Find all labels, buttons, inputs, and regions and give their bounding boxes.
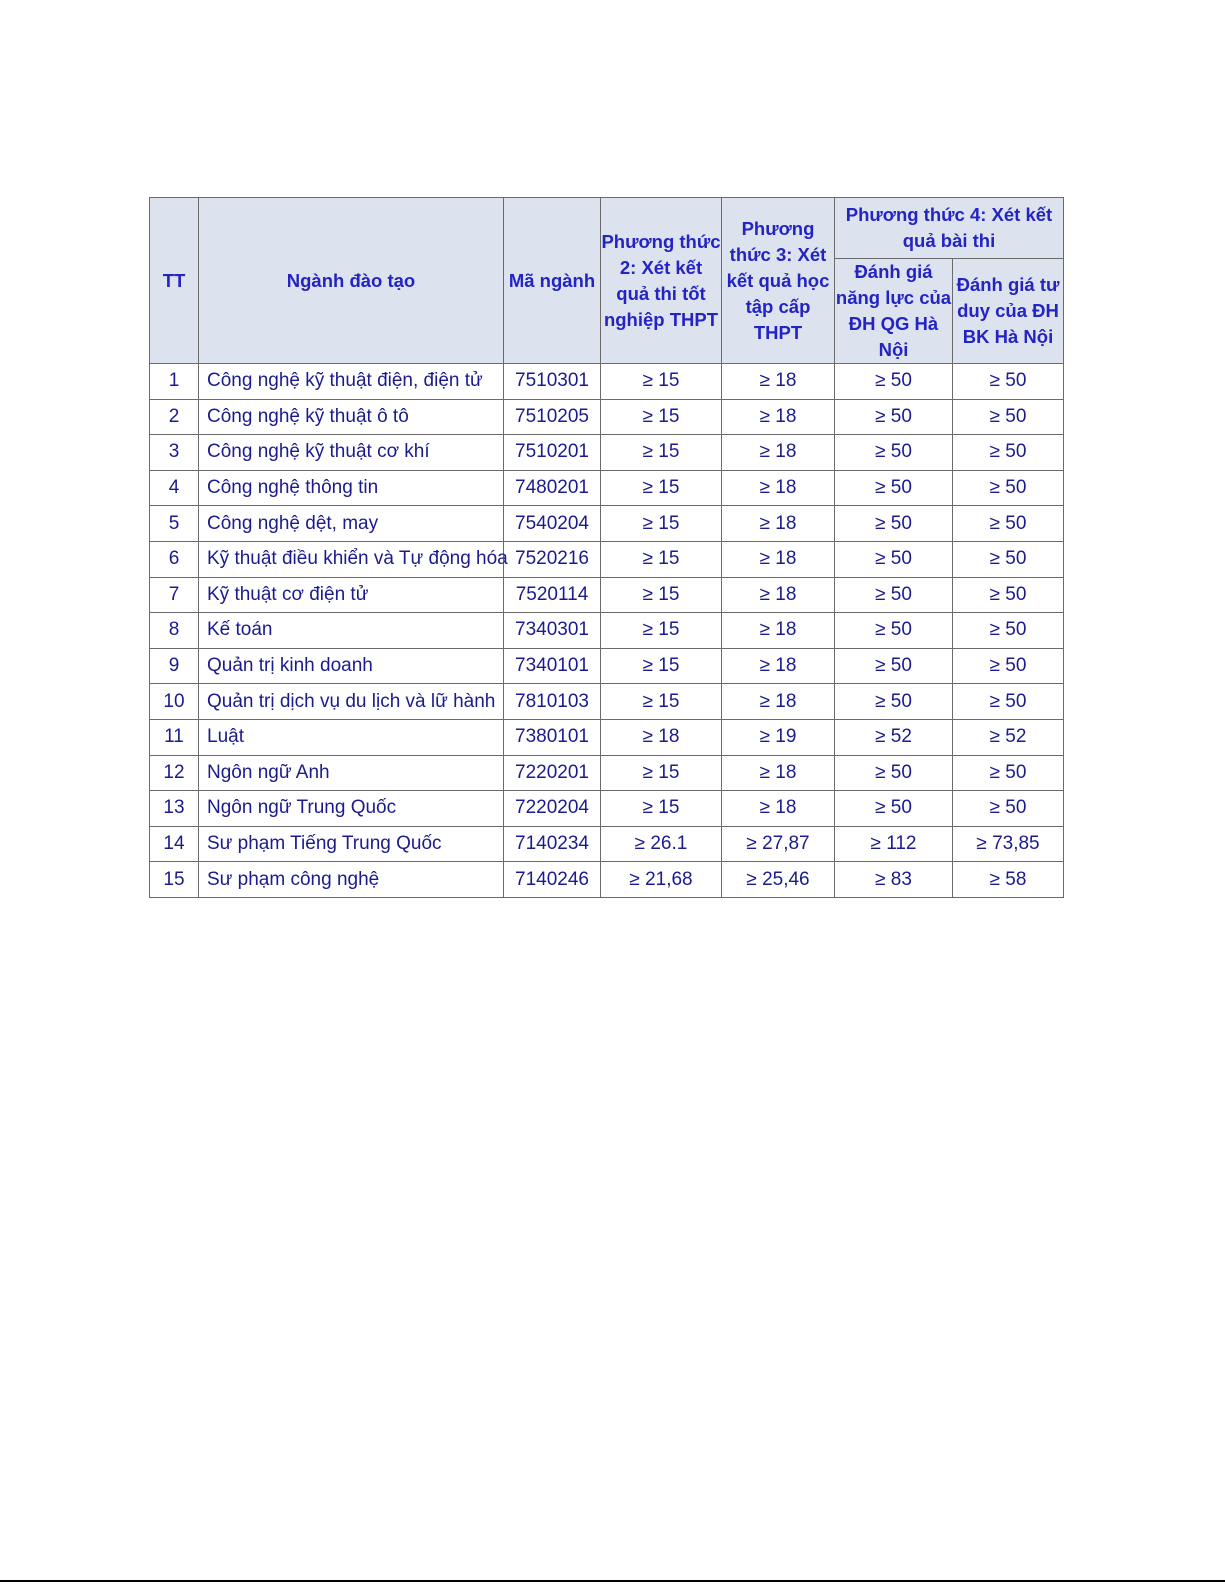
cell-phuong-thuc-2: ≥ 15: [601, 541, 722, 577]
header-danh-gia-nang-luc: Đánh giá năng lực của ĐH QG Hà Nội: [835, 259, 953, 364]
cell-phuong-thuc-2: ≥ 26.1: [601, 826, 722, 862]
cell-danh-gia-tu-duy: ≥ 73,85: [953, 826, 1064, 862]
cell-phuong-thuc-3: ≥ 18: [722, 755, 835, 791]
cell-phuong-thuc-3: ≥ 27,87: [722, 826, 835, 862]
cell-phuong-thuc-2: ≥ 15: [601, 613, 722, 649]
cell-nganh: Công nghệ thông tin: [199, 470, 504, 506]
cell-danh-gia-nang-luc: ≥ 50: [835, 435, 953, 471]
header-phuong-thuc-3: Phương thức 3: Xét kết quả học tập cấp THPT: [722, 198, 835, 364]
table-row: [150, 826, 1064, 862]
cell-ma-nganh: 7520216: [504, 541, 601, 577]
table-row: [150, 364, 1064, 400]
cell-phuong-thuc-3: ≥ 19: [722, 719, 835, 755]
cell-ma-nganh: 7140246: [504, 862, 601, 898]
cell-ma-nganh: 7340301: [504, 613, 601, 649]
cell-phuong-thuc-3: ≥ 25,46: [722, 862, 835, 898]
page-bottom-rule: [0, 1580, 1225, 1582]
cell-danh-gia-tu-duy: ≥ 50: [953, 791, 1064, 827]
cell-danh-gia-tu-duy: ≥ 52: [953, 719, 1064, 755]
cell-tt: 3: [150, 435, 199, 471]
cell-danh-gia-nang-luc: ≥ 50: [835, 791, 953, 827]
cell-phuong-thuc-2: ≥ 21,68: [601, 862, 722, 898]
cell-phuong-thuc-3: ≥ 18: [722, 506, 835, 542]
cell-nganh: Sư phạm công nghệ: [199, 862, 504, 898]
table-row: [150, 399, 1064, 435]
cell-nganh: Ngôn ngữ Trung Quốc: [199, 791, 504, 827]
cell-phuong-thuc-2: ≥ 15: [601, 648, 722, 684]
cell-ma-nganh: 7810103: [504, 684, 601, 720]
cell-phuong-thuc-3: ≥ 18: [722, 399, 835, 435]
cell-nganh: Công nghệ dệt, may: [199, 506, 504, 542]
header-nganh: Ngành đào tạo: [199, 198, 504, 364]
cell-danh-gia-nang-luc: ≥ 50: [835, 648, 953, 684]
table-row: [150, 435, 1064, 471]
table-header: [150, 198, 1064, 364]
cell-danh-gia-nang-luc: ≥ 50: [835, 470, 953, 506]
cell-danh-gia-nang-luc: ≥ 50: [835, 755, 953, 791]
cell-tt: 12: [150, 755, 199, 791]
cell-ma-nganh: 7340101: [504, 648, 601, 684]
cell-tt: 9: [150, 648, 199, 684]
cell-danh-gia-tu-duy: ≥ 50: [953, 613, 1064, 649]
cell-phuong-thuc-2: ≥ 15: [601, 470, 722, 506]
cell-ma-nganh: 7510205: [504, 399, 601, 435]
cell-danh-gia-tu-duy: ≥ 50: [953, 399, 1064, 435]
cell-danh-gia-tu-duy: ≥ 50: [953, 684, 1064, 720]
cell-danh-gia-tu-duy: ≥ 50: [953, 541, 1064, 577]
cell-phuong-thuc-2: ≥ 15: [601, 364, 722, 400]
cell-phuong-thuc-2: ≥ 18: [601, 719, 722, 755]
cell-ma-nganh: 7540204: [504, 506, 601, 542]
cell-nganh: Công nghệ kỹ thuật cơ khí: [199, 435, 504, 471]
admission-score-table: [149, 197, 1064, 898]
cell-danh-gia-nang-luc: ≥ 112: [835, 826, 953, 862]
cell-phuong-thuc-2: ≥ 15: [601, 755, 722, 791]
header-ma-nganh: Mã ngành: [504, 198, 601, 364]
cell-phuong-thuc-3: ≥ 18: [722, 435, 835, 471]
cell-danh-gia-nang-luc: ≥ 50: [835, 506, 953, 542]
cell-nganh: Kỹ thuật điều khiển và Tự động hóa: [199, 541, 504, 577]
cell-ma-nganh: 7220201: [504, 755, 601, 791]
cell-ma-nganh: 7520114: [504, 577, 601, 613]
cell-danh-gia-tu-duy: ≥ 58: [953, 862, 1064, 898]
header-tt: TT: [150, 198, 199, 364]
cell-danh-gia-nang-luc: ≥ 52: [835, 719, 953, 755]
cell-phuong-thuc-3: ≥ 18: [722, 613, 835, 649]
cell-nganh: Sư phạm Tiếng Trung Quốc: [199, 826, 504, 862]
cell-nganh: Kỹ thuật cơ điện tử: [199, 577, 504, 613]
cell-danh-gia-tu-duy: ≥ 50: [953, 648, 1064, 684]
cell-phuong-thuc-2: ≥ 15: [601, 435, 722, 471]
cell-nganh: Công nghệ kỹ thuật điện, điện tử: [199, 364, 504, 400]
cell-phuong-thuc-2: ≥ 15: [601, 577, 722, 613]
table-row: [150, 684, 1064, 720]
cell-tt: 2: [150, 399, 199, 435]
table-row: [150, 648, 1064, 684]
cell-tt: 8: [150, 613, 199, 649]
cell-ma-nganh: 7480201: [504, 470, 601, 506]
table-row: [150, 862, 1064, 898]
table-row: [150, 577, 1064, 613]
cell-ma-nganh: 7220204: [504, 791, 601, 827]
table-row: [150, 791, 1064, 827]
cell-danh-gia-nang-luc: ≥ 50: [835, 399, 953, 435]
table-row: [150, 506, 1064, 542]
cell-tt: 15: [150, 862, 199, 898]
cell-phuong-thuc-2: ≥ 15: [601, 506, 722, 542]
cell-nganh: Luật: [199, 719, 504, 755]
cell-tt: 14: [150, 826, 199, 862]
cell-nganh: Quản trị kinh doanh: [199, 648, 504, 684]
table-row: [150, 613, 1064, 649]
cell-phuong-thuc-3: ≥ 18: [722, 470, 835, 506]
cell-nganh: Kế toán: [199, 613, 504, 649]
table-row: [150, 541, 1064, 577]
cell-danh-gia-tu-duy: ≥ 50: [953, 364, 1064, 400]
cell-ma-nganh: 7510201: [504, 435, 601, 471]
cell-phuong-thuc-3: ≥ 18: [722, 791, 835, 827]
cell-tt: 6: [150, 541, 199, 577]
cell-ma-nganh: 7510301: [504, 364, 601, 400]
cell-phuong-thuc-3: ≥ 18: [722, 541, 835, 577]
cell-danh-gia-tu-duy: ≥ 50: [953, 435, 1064, 471]
header-phuong-thuc-4: Phương thức 4: Xét kết quả bài thi: [835, 198, 1064, 259]
cell-ma-nganh: 7380101: [504, 719, 601, 755]
header-phuong-thuc-2: Phương thức 2: Xét kết quả thi tốt nghiệp THPT: [601, 198, 722, 364]
table-row: [150, 470, 1064, 506]
cell-phuong-thuc-3: ≥ 18: [722, 364, 835, 400]
cell-danh-gia-tu-duy: ≥ 50: [953, 470, 1064, 506]
cell-tt: 11: [150, 719, 199, 755]
cell-tt: 7: [150, 577, 199, 613]
cell-phuong-thuc-3: ≥ 18: [722, 684, 835, 720]
cell-danh-gia-nang-luc: ≥ 50: [835, 541, 953, 577]
cell-danh-gia-nang-luc: ≥ 50: [835, 613, 953, 649]
cell-ma-nganh: 7140234: [504, 826, 601, 862]
table-body: [150, 364, 1064, 898]
cell-tt: 10: [150, 684, 199, 720]
table-row: [150, 719, 1064, 755]
cell-phuong-thuc-2: ≥ 15: [601, 399, 722, 435]
cell-tt: 1: [150, 364, 199, 400]
cell-danh-gia-nang-luc: ≥ 50: [835, 577, 953, 613]
cell-phuong-thuc-2: ≥ 15: [601, 684, 722, 720]
cell-tt: 5: [150, 506, 199, 542]
cell-danh-gia-nang-luc: ≥ 50: [835, 364, 953, 400]
cell-phuong-thuc-2: ≥ 15: [601, 791, 722, 827]
cell-phuong-thuc-3: ≥ 18: [722, 648, 835, 684]
cell-nganh: Quản trị dịch vụ du lịch và lữ hành: [199, 684, 504, 720]
header-danh-gia-tu-duy: Đánh giá tư duy của ĐH BK Hà Nội: [953, 259, 1064, 364]
cell-nganh: Công nghệ kỹ thuật ô tô: [199, 399, 504, 435]
cell-danh-gia-nang-luc: ≥ 83: [835, 862, 953, 898]
cell-danh-gia-tu-duy: ≥ 50: [953, 755, 1064, 791]
cell-danh-gia-tu-duy: ≥ 50: [953, 577, 1064, 613]
cell-danh-gia-tu-duy: ≥ 50: [953, 506, 1064, 542]
table-row: [150, 755, 1064, 791]
cell-tt: 4: [150, 470, 199, 506]
cell-phuong-thuc-3: ≥ 18: [722, 577, 835, 613]
cell-tt: 13: [150, 791, 199, 827]
cell-danh-gia-nang-luc: ≥ 50: [835, 684, 953, 720]
cell-nganh: Ngôn ngữ Anh: [199, 755, 504, 791]
